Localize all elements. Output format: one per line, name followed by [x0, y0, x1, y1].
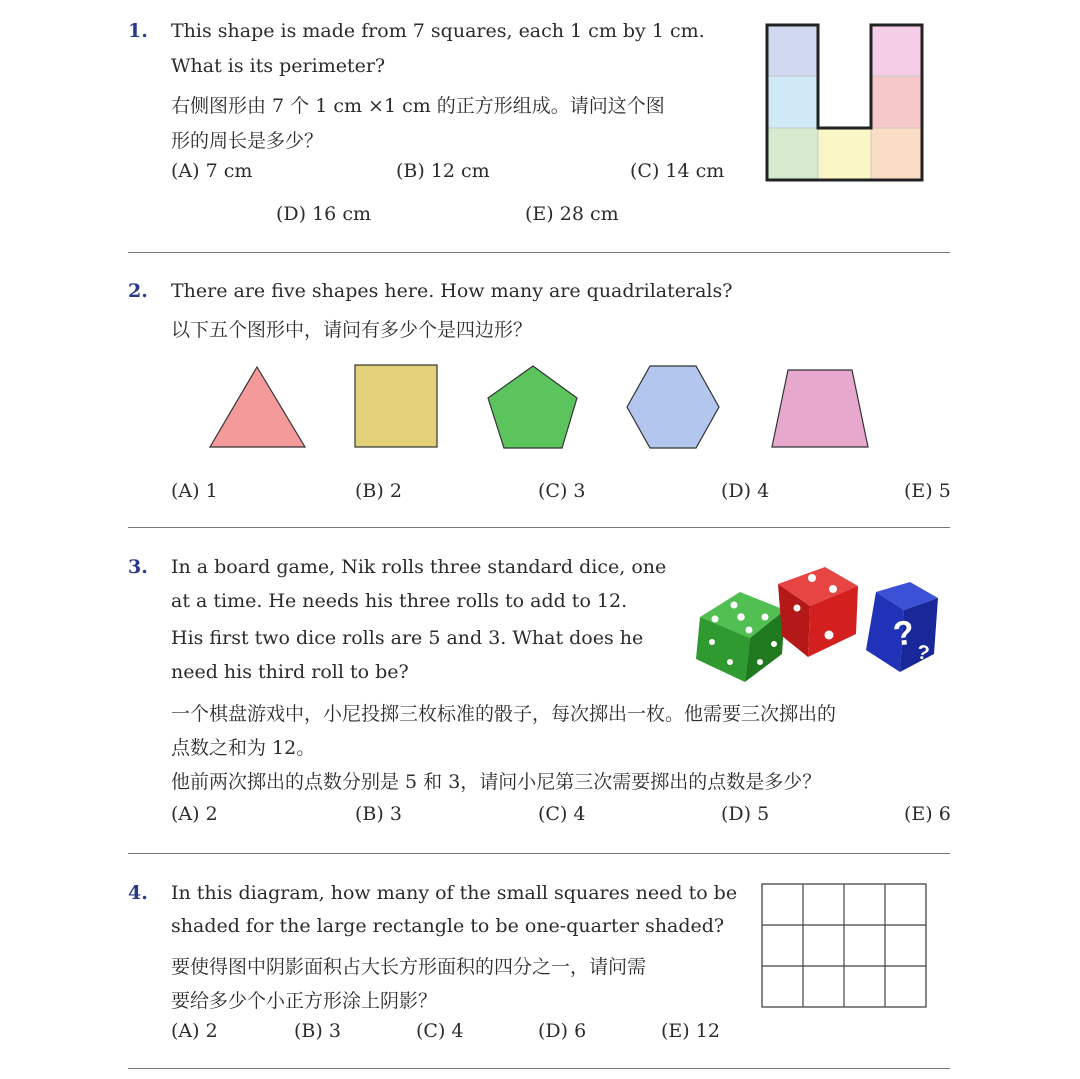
option-e[interactable]: (E) 28 cm [525, 203, 619, 225]
question-text-en: His first two dice rolls are 5 and 3. What does he [171, 627, 644, 649]
die-question-mark: ? [890, 613, 917, 654]
green-die [696, 592, 785, 682]
option-a[interactable]: (A) 7 cm [171, 160, 253, 182]
trapezoid-shape [772, 370, 868, 447]
option-e[interactable]: (E) 6 [904, 803, 951, 825]
grid-figure [760, 882, 930, 1012]
blue-die [866, 582, 938, 672]
u-square [818, 128, 871, 180]
option-c[interactable]: (C) 4 [538, 803, 586, 825]
divider [128, 252, 950, 253]
divider [128, 853, 950, 854]
option-c[interactable]: (C) 3 [538, 480, 586, 502]
question-text-en: shaded for the large rectangle to be one-quarter shaded? [171, 915, 725, 937]
question-text-zh: 点数之和为 12。 [171, 737, 316, 759]
question-text-en: This shape is made from 7 squares, each 1 cm by 1 cm. [171, 20, 705, 42]
option-a[interactable]: (A) 1 [171, 480, 218, 502]
option-e[interactable]: (E) 12 [661, 1020, 720, 1042]
option-d[interactable]: (D) 4 [721, 480, 770, 502]
question-number: 2. [128, 280, 148, 302]
divider [128, 527, 950, 528]
u-square [871, 25, 922, 76]
question-text-en: In this diagram, how many of the small squares need to be [171, 882, 738, 904]
question-text-en: In a board game, Nik rolls three standard dice, one [171, 556, 667, 578]
option-a[interactable]: (A) 2 [171, 1020, 218, 1042]
question-text-en: at a time. He needs his three rolls to add to 12. [171, 590, 628, 612]
hexagon-shape [627, 366, 719, 448]
u-square [767, 76, 818, 128]
option-e[interactable]: (E) 5 [904, 480, 951, 502]
u-shape-figure [764, 22, 926, 184]
question-text-zh: 要使得图中阴影面积占大长方形面积的四分之一，请问需 [171, 956, 647, 978]
question-number: 3. [128, 556, 148, 578]
option-a[interactable]: (A) 2 [171, 803, 218, 825]
u-square [767, 128, 818, 180]
square-shape [355, 365, 437, 447]
option-b[interactable]: (B) 2 [355, 480, 402, 502]
question-number: 4. [128, 882, 148, 904]
u-square [767, 25, 818, 76]
divider [128, 1068, 950, 1069]
question-number: 1. [128, 20, 148, 42]
pentagon-shape [488, 366, 577, 448]
question-text-zh: 一个棋盘游戏中，小尼投掷三枚标准的骰子，每次掷出一枚。他需要三次掷出的 [171, 703, 837, 725]
question-text-zh: 以下五个图形中，请问有多少个是四边形？ [171, 319, 533, 341]
red-die [778, 567, 858, 657]
question-text-en: need his third roll to be? [171, 661, 409, 683]
u-square [871, 128, 922, 180]
question-text-en: What is its perimeter? [171, 55, 386, 77]
dice-figure [690, 562, 950, 687]
option-c[interactable]: (C) 14 cm [630, 160, 725, 182]
question-text-zh: 形的周长是多少？ [171, 130, 324, 152]
option-d[interactable]: (D) 6 [538, 1020, 587, 1042]
question-text-zh: 他前两次掷出的点数分别是 5 和 3，请问小尼第三次需要掷出的点数是多少？ [171, 771, 822, 793]
option-b[interactable]: (B) 3 [294, 1020, 341, 1042]
triangle-shape [210, 367, 305, 447]
five-shapes-figure [200, 360, 880, 455]
u-square [871, 76, 922, 128]
option-b[interactable]: (B) 12 cm [396, 160, 490, 182]
die-question-mark: ? [915, 641, 931, 666]
option-b[interactable]: (B) 3 [355, 803, 402, 825]
option-d[interactable]: (D) 16 cm [276, 203, 371, 225]
question-text-zh: 右侧图形由 7 个 1 cm ×1 cm 的正方形组成。请问这个图 [171, 95, 665, 117]
question-text-zh: 要给多少个小正方形涂上阴影？ [171, 990, 438, 1012]
option-d[interactable]: (D) 5 [721, 803, 770, 825]
option-c[interactable]: (C) 4 [416, 1020, 464, 1042]
question-text-en: There are five shapes here. How many are quadrilaterals? [171, 280, 733, 302]
